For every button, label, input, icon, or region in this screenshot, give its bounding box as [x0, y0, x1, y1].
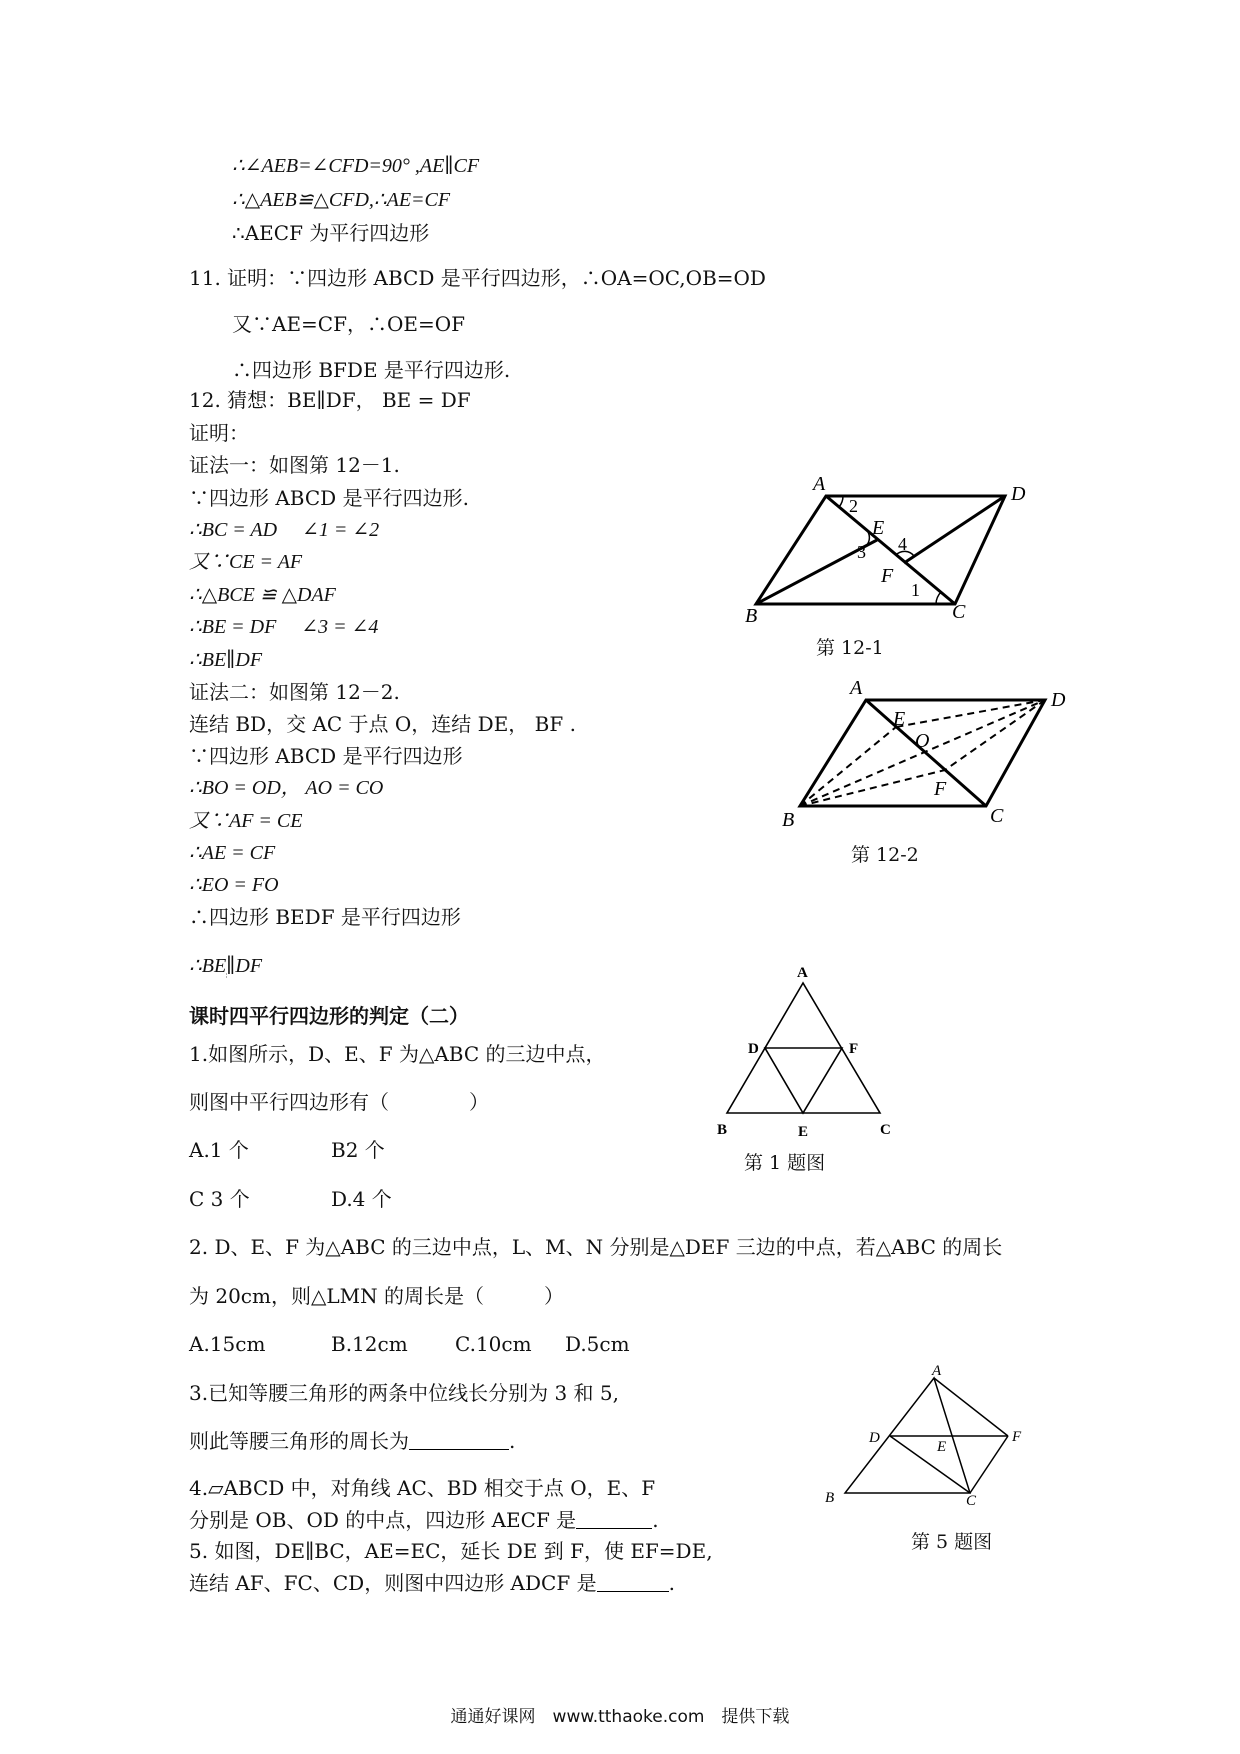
label-o: O	[915, 730, 930, 752]
label-angle-4: 4	[898, 534, 907, 554]
sec12-m1-line: ∴BE∥DF	[189, 649, 263, 671]
q5-line1: 5. 如图，DE∥BC，AE=EC，延长 DE 到 F，使 EF=DE,	[189, 1539, 713, 1563]
sec12-m2-line: 又∵AF = CE	[189, 810, 303, 832]
q1-line1: 1.如图所示，D、E、F 为△ABC 的三边中点，	[189, 1042, 606, 1066]
q5-end: .	[668, 1571, 675, 1595]
page-footer: 通通好课网 www.tthaoke.com 提供下载	[450, 1707, 790, 1727]
triangle-def	[765, 1048, 842, 1113]
sec12-proof-label: 证明：	[189, 421, 249, 445]
sec12-m1-line: ∵四边形 ABCD 是平行四边形.	[189, 486, 469, 510]
label-d: D	[1011, 483, 1026, 505]
label-e: E	[893, 708, 906, 730]
q1-option-c: C 3 个	[189, 1187, 250, 1211]
sec12-m2-line: 连结 BD，交 AC 于点 O，连结 DE， BF .	[189, 712, 576, 736]
segment-bf-dashed	[800, 770, 945, 806]
label-a: A	[813, 473, 826, 495]
q5-blank[interactable]	[597, 1571, 669, 1592]
diagonal-bd-dashed	[800, 700, 1045, 806]
sec12-m2-line: ∴四边形 BEDF 是平行四边形	[189, 905, 461, 929]
angle-3-arc	[866, 532, 869, 546]
triangle-abc	[845, 1378, 970, 1493]
lesson-title: 课时四平行四边形的判定（二）	[189, 1004, 469, 1028]
q1-option-d: D.4 个	[331, 1187, 392, 1211]
label-c: C	[990, 805, 1004, 827]
q5-line2	[189, 1570, 675, 1596]
q2-option-d: D.5cm	[565, 1332, 630, 1356]
sec12-m2-line: ∴BO = OD， AO = CO	[189, 777, 384, 799]
label-angle-2: 2	[849, 496, 858, 516]
segment-be-dashed	[800, 727, 896, 806]
segment-be	[756, 540, 877, 604]
q4-text: 分别是 OB、OD 的中点，四边形 AECF 是	[189, 1508, 577, 1532]
parallelogram-abcd	[756, 496, 1005, 604]
q3-end: .	[509, 1429, 516, 1453]
segment-ed-dashed	[896, 700, 1045, 727]
label-d: D	[869, 1430, 880, 1446]
q4-line1: 4.▱ABCD 中，对角线 AC、BD 相交于点 O，E、F	[189, 1476, 656, 1500]
segment-af	[934, 1378, 1008, 1436]
label-d: D	[748, 1041, 759, 1057]
label-f: F	[849, 1041, 859, 1057]
label-b: B	[782, 809, 795, 831]
segment-dc	[890, 1436, 970, 1493]
label-e: E	[798, 1124, 809, 1140]
label-a: A	[932, 1363, 942, 1379]
q4-line2	[189, 1507, 659, 1533]
q3-text: 则此等腰三角形的周长为	[189, 1429, 409, 1453]
q2-line1: 2. D、E、F 为△ABC 的三边中点，L、M、N 分别是△DEF 三边的中点，若△ABC 的周长	[189, 1235, 1003, 1259]
sec12-m1-line: ∴BC = AD ∠1 = ∠2	[189, 519, 380, 541]
q1-line2: 则图中平行四边形有（ ）	[189, 1090, 489, 1114]
caption-fig-12-2: 第 12-2	[851, 844, 919, 866]
label-e: E	[937, 1439, 947, 1455]
q2-option-b: B.12cm	[331, 1332, 408, 1356]
label-angle-1: 1	[911, 580, 920, 600]
sec12-final	[189, 953, 262, 979]
q2-option-c: C.10cm	[455, 1332, 532, 1356]
caption-fig-1: 第 1 题图	[744, 1152, 826, 1174]
sec11-line3: ∴四边形 BFDE 是平行四边形.	[232, 358, 511, 382]
sec10-line1: ∴∠AEB=∠CFD=90° ,AE∥CF	[232, 155, 480, 177]
final-tail: DF	[235, 955, 263, 977]
triangle-abc	[727, 983, 880, 1113]
label-angle-3: 3	[857, 542, 866, 562]
sec12-m1-line: 又∵CE = AF	[189, 551, 303, 573]
caption-fig-5: 第 5 题图	[911, 1531, 993, 1553]
label-a: A	[850, 677, 863, 699]
final-text: ∴BE	[189, 955, 227, 977]
label-f: F	[934, 778, 947, 800]
diagonal-ac	[866, 700, 986, 806]
sec11-line2: 又∵AE=CF，∴OE=OF	[232, 312, 466, 336]
sec12-m2-line: ∴AE = CF	[189, 842, 276, 864]
q3-line1: 3.已知等腰三角形的两条中位线长分别为 3 和 5,	[189, 1381, 619, 1405]
q2-line2: 为 20cm，则△LMN 的周长是（ ）	[189, 1284, 564, 1308]
angle-1-arc	[936, 592, 941, 604]
q4-end: .	[652, 1508, 659, 1532]
label-c: C	[952, 601, 966, 623]
parallelogram-abcd	[800, 700, 1045, 806]
caption-fig-12-1: 第 12-1	[816, 637, 884, 659]
q4-blank[interactable]	[576, 1508, 652, 1529]
segment-fc	[970, 1436, 1008, 1493]
label-c: C	[966, 1493, 977, 1509]
sec12-m1-line: ∴BE = DF ∠3 = ∠4	[189, 616, 379, 638]
label-b: B	[717, 1122, 728, 1138]
q2-option-a: A.15cm	[189, 1332, 266, 1356]
label-a: A	[797, 965, 808, 981]
angle-4-arc	[896, 551, 914, 556]
label-d: D	[1051, 689, 1066, 711]
q5-text: 连结 AF、FC、CD，则图中四边形 ADCF 是	[189, 1571, 597, 1595]
sec12-m1-line: ∴△BCE ≌ △DAF	[189, 584, 336, 606]
sec11-line1: 11. 证明：∵四边形 ABCD 是平行四边形，∴OA=OC,OB=OD	[189, 266, 766, 290]
label-b: B	[825, 1490, 835, 1506]
q1-option-b: B2 个	[331, 1138, 385, 1162]
q3-line2	[189, 1428, 515, 1454]
segment-fd-dashed	[945, 700, 1045, 770]
q1-option-a: A.1 个	[189, 1138, 249, 1162]
label-e: E	[872, 517, 885, 539]
sec12-guess: 12. 猜想：BE∥DF， BE = DF	[189, 388, 471, 412]
segment-df	[904, 496, 1005, 563]
label-f: F	[1012, 1429, 1022, 1445]
parallel-equal-symbol: ∥	[226, 955, 236, 977]
sec12-m2-line: ∵四边形 ABCD 是平行四边形	[189, 744, 463, 768]
label-b: B	[745, 605, 758, 627]
angle-2-arc	[839, 496, 843, 507]
label-c: C	[880, 1122, 891, 1138]
sec12-method2: 证法二：如图第 12－2.	[189, 680, 400, 704]
label-f: F	[881, 565, 894, 587]
sec12-m2-line: ∴EO = FO	[189, 874, 279, 896]
sec10-line3: ∴AECF 为平行四边形	[232, 221, 430, 245]
sec12-method1: 证法一：如图第 12－1.	[189, 453, 400, 477]
diagonal-ac	[826, 496, 955, 604]
sec10-line2: ∴△AEB≌△CFD,∴AE=CF	[232, 189, 451, 211]
q3-blank[interactable]	[409, 1429, 509, 1450]
